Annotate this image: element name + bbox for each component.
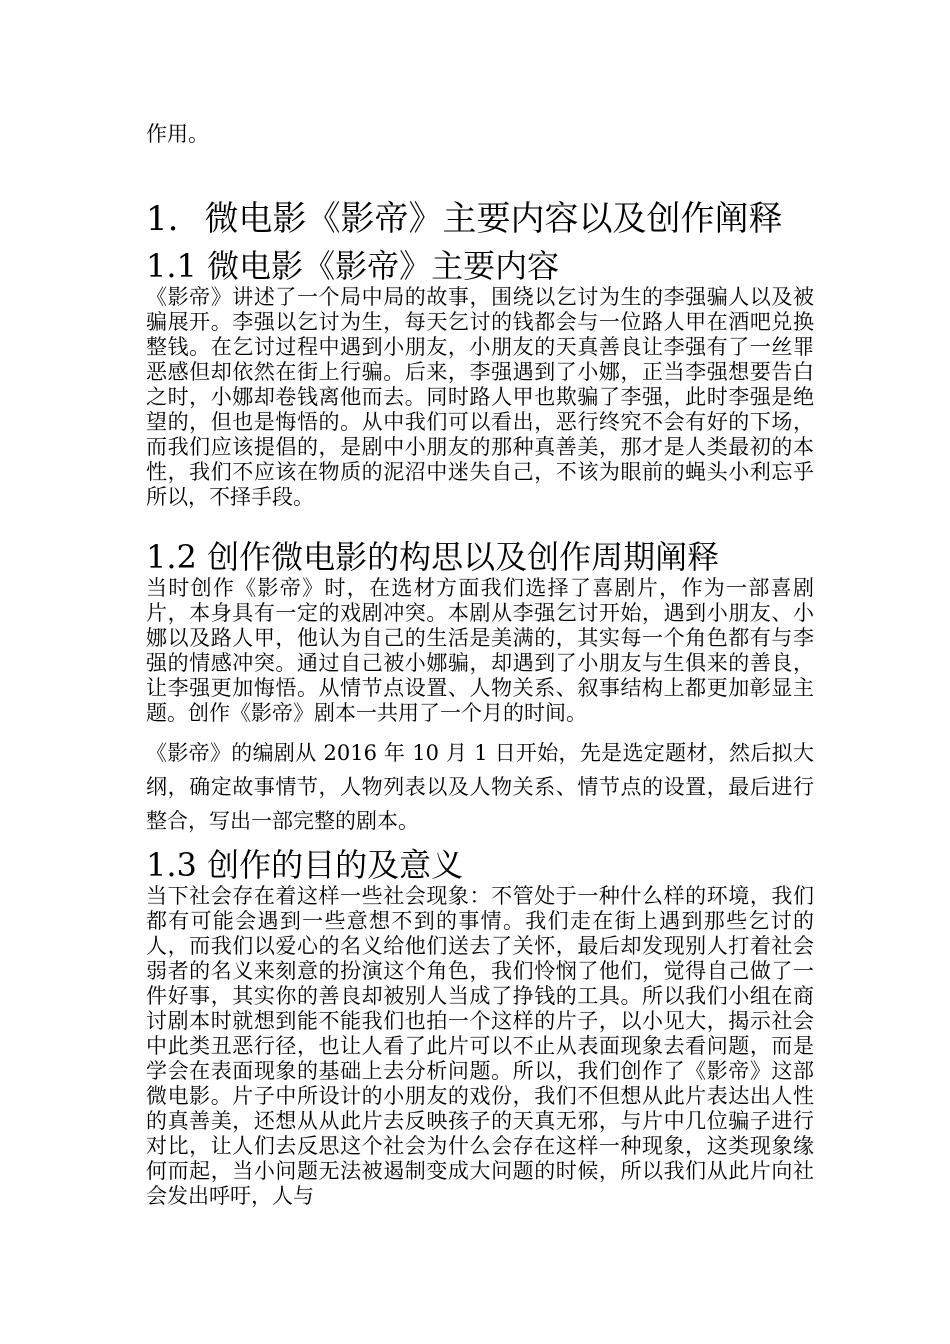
chapter-title: 微电影《影帝》主要内容以及创作阐释 — [204, 199, 783, 239]
chapter-number: 1. — [146, 199, 179, 239]
section-1-1-heading: 1.1 微电影《影帝》主要内容 — [146, 247, 560, 285]
chapter-heading — [146, 199, 814, 239]
section-1-3-body: 当下社会存在着这样一些社会现象：不管处于一种什么样的环境，我们都有可能会遇到一些意想不到的事情。我们走在街上遇到那些乞讨的人，而我们以爱心的名义给他们送去了关怀，最后却发现别人打着社会弱者的名义来刻意的扮演这个角色，我们怜悯了他们，觉得自己做了一件好事，其实你的善良却被别人当成了挣钱的工具。所以我们小组在商讨剧本时就想到能不能我们也拍一个这样的片子，以小见大，揭示社会中此类丑恶行径，也让人看了此片可以不止从表面现象去看问题，而是学会在表面现象的基础上去分析问题。所以，我们创作了《影帝》这部微电影。片子中所设计的小朋友的戏份，我们不但想从此片表达出人性的真善美，还想从从此片去反映孩子的天真无邪，与片中几位骗子进行对比，让人们去反思这个社会为什么会存在这样一种现象，这类现象缘何而起，当小问题无法被遏制变成大问题的时候，所以我们从此片向社会发出呼吁，人与 — [146, 884, 814, 1208]
section-1-3-heading: 1.3 创作的目的及意义 — [146, 846, 464, 884]
page-content — [146, 122, 814, 1209]
section-1-2-body-2: 《影帝》的编剧从 2016 年 10 月 1 日开始，先是选定题材，然后拟大纲，确定故事情节，人物列表以及人物关系、情节点的设置，最后进行整合，写出一部完整的剧本。 — [146, 741, 814, 833]
section-1-2-heading: 1.2 创作微电影的构思以及创作周期阐释 — [146, 538, 720, 576]
section-1-1-body: 《影帝》讲述了一个局中局的故事，围绕以乞讨为生的李强骗人以及被骗展开。李强以乞讨为生，每天乞讨的钱都会与一位路人甲在酒吧兑换整钱。在乞讨过程中遇到小朋友，小朋友的天真善良让李强有了一丝罪恶感但却依然在街上行骗。后来，李强遇到了小娜，正当李强想要告白之时，小娜却卷钱离他而去。同时路人甲也欺骗了李强，此时李强是绝望的，但也是悔悟的。从中我们可以看出，恶行终究不会有好的下场，而我们应该提倡的，是剧中小朋友的那种真善美，那才是人类最初的本性，我们不应该在物质的泥沼中迷失自己，不该为眼前的蝇头小利忘乎所以，不择手段。 — [146, 285, 814, 509]
intro-tail-text: 作用。 — [146, 122, 209, 146]
section-1-2-body-1: 当时创作《影帝》时，在选材方面我们选择了喜剧片，作为一部喜剧片，本身具有一定的戏剧冲突。本剧从李强乞讨开始，遇到小朋友、小娜以及路人甲，他认为自己的生活是美满的，其实每一个角色都有与李强的情感冲突。通过自己被小娜骗，却遇到了小朋友与生俱来的善良，让李强更加悔悟。从情节点设置、人物关系、叙事结构上都更加彰显主题。创作《影帝》剧本一共用了一个月的时间。 — [146, 576, 814, 725]
